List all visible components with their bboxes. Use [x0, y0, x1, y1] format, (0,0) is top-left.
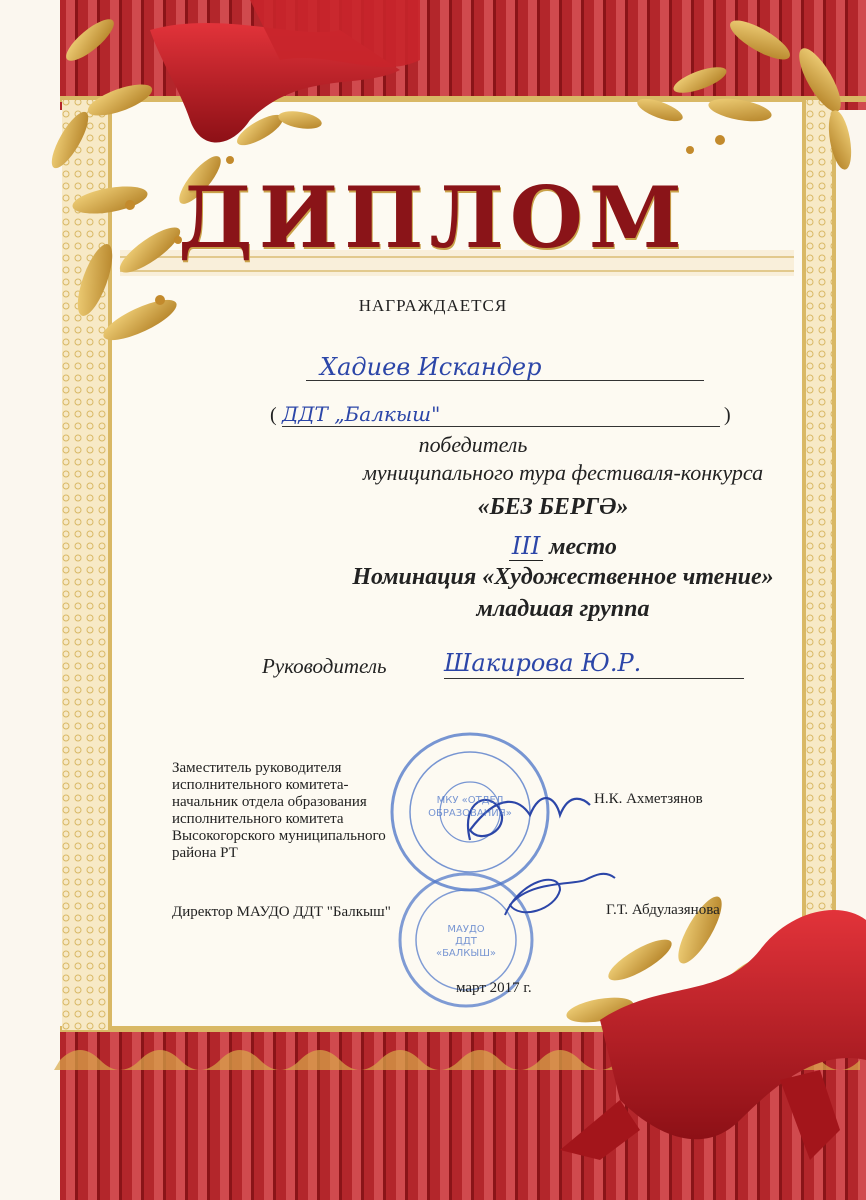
awarded-label: НАГРАЖДАЕТСЯ	[358, 296, 508, 315]
place-number: III	[509, 532, 543, 561]
diploma-title: ДИПЛОМ	[178, 168, 688, 267]
place-line	[0, 532, 866, 561]
place-word: место	[549, 534, 617, 560]
issue-date: март 2017 г.	[456, 980, 532, 996]
tour-label: муниципального тура фестиваля-конкурса	[362, 460, 764, 485]
deputy-title-line: исполнительного комитета	[172, 811, 344, 827]
org-open-paren: (	[270, 404, 277, 426]
org-close-paren: )	[724, 404, 731, 426]
director-name: Г.Т. Абдулазянова	[606, 902, 720, 918]
stamp1-line-2: ОБРАЗОВАНИЯ»	[428, 808, 512, 819]
stamp2-line-2: ДДТ	[455, 936, 477, 947]
leader-name: Шакирова Ю.Р.	[444, 648, 744, 679]
age-group: младшая группа	[476, 596, 650, 622]
stamp2-line-1: МАУДО	[447, 924, 485, 935]
nomination: Номинация «Художественное чтение»	[352, 564, 774, 590]
stamp1-line-1: МКУ «ОТДЕЛ	[436, 795, 504, 806]
deputy-title-line: Высокогорского муниципального	[172, 828, 386, 844]
deputy-title-line: района РТ	[172, 845, 238, 861]
festival-name: «БЕЗ БЕРГӘ»	[477, 494, 629, 520]
deputy-title	[172, 760, 452, 862]
deputy-title-line: Заместитель руководителя	[172, 760, 342, 776]
stamp2-line-3: «БАЛКЫШ»	[435, 948, 497, 959]
director-title: Директор МАУДО ДДТ "Балкыш"	[172, 904, 391, 920]
recipient-name: Хадиев Искандер	[306, 354, 704, 381]
deputy-title-line: начальник отдела образования	[172, 794, 367, 810]
recipient-organization: ДДТ „Балкыш"	[282, 402, 720, 427]
deputy-name: Н.К. Ахметзянов	[594, 791, 703, 807]
deputy-title-line: исполнительного комитета-	[172, 777, 349, 793]
leader-label: Руководитель	[262, 654, 387, 678]
winner-label: победитель	[418, 432, 528, 457]
